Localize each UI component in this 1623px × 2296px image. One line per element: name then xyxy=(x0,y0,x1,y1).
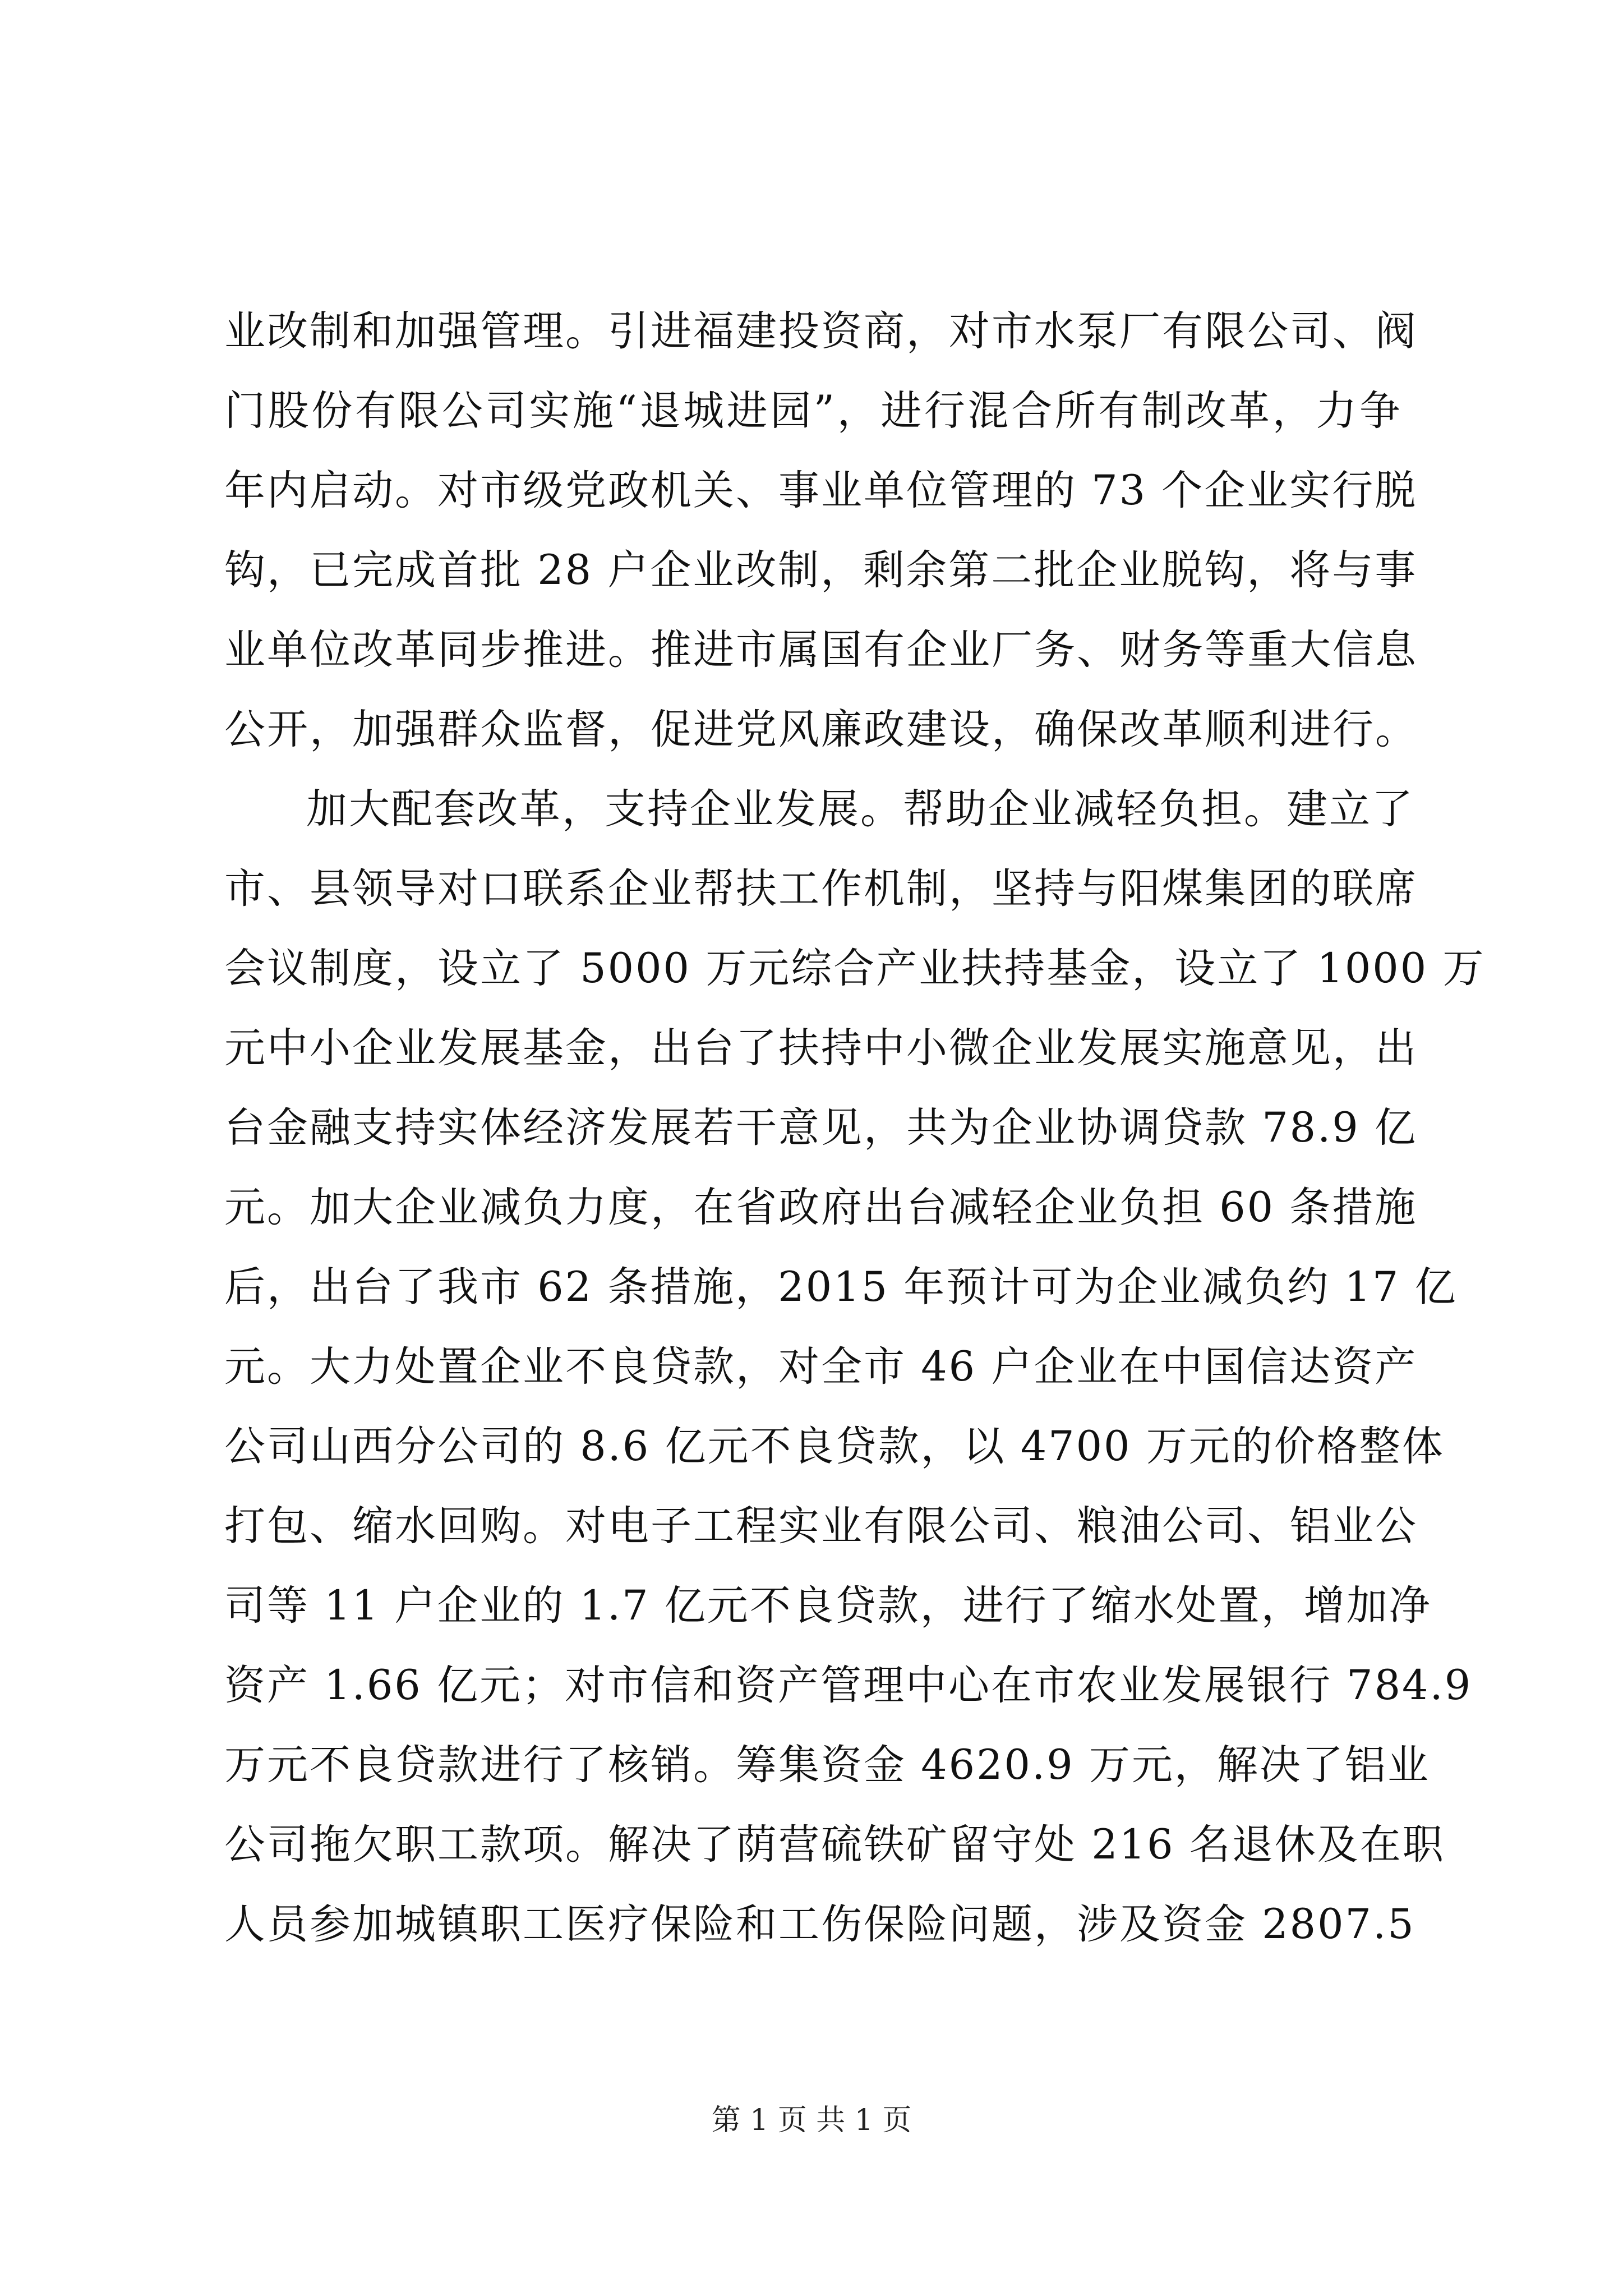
text-line: 业改制和加强管理。引进福建投资商，对市水泵厂有限公司、阀 xyxy=(224,307,1418,355)
text-line: 门股份有限公司实施“退城进园”，进行混合所有制改革，力争 xyxy=(224,387,1402,435)
page-footer: 第 1 页 共 1 页 xyxy=(711,2104,912,2137)
body-text xyxy=(224,292,1486,1964)
text-line: 钩，已完成首批 28 户企业改制，剩余第二批企业脱钩，将与事 xyxy=(224,546,1418,594)
text-line: 元中小企业发展基金，出台了扶持中小微企业发展实施意见，出 xyxy=(224,1024,1418,1072)
text-line: 年内启动。对市级党政机关、事业单位管理的 73 个企业实行脱 xyxy=(224,467,1418,514)
text-line: 业单位改革同步推进。推进市属国有企业厂务、财务等重大信息 xyxy=(224,626,1418,674)
text-line: 公司拖欠职工款项。解决了荫营硫铁矿留守处 216 名退休及在职 xyxy=(224,1821,1445,1869)
text-line: 元。加大企业减负力度，在省政府出台减轻企业负担 60 条措施 xyxy=(224,1184,1418,1231)
text-line: 会议制度，设立了 5000 万元综合产业扶持基金，设立了 1000 万 xyxy=(224,945,1486,992)
text-line: 公开，加强群众监督，促进党风廉政建设，确保改革顺利进行。 xyxy=(224,706,1418,753)
text-line: 打包、缩水回购。对电子工程实业有限公司、粮油公司、铝业公 xyxy=(224,1502,1418,1550)
text-line: 后，出台了我市 62 条措施，2015 年预计可为企业减负约 17 亿 xyxy=(224,1263,1458,1311)
text-line: 人员参加城镇职工医疗保险和工伤保险问题，涉及资金 2807.5 xyxy=(224,1901,1415,1948)
text-line: 市、县领导对口联系企业帮扶工作机制，坚持与阳煤集团的联席 xyxy=(224,865,1418,913)
text-line: 公司山西分公司的 8.6 亿元不良贷款，以 4700 万元的价格整体 xyxy=(224,1423,1445,1470)
text-line: 资产 1.66 亿元；对市信和资产管理中心在市农业发展银行 784.9 xyxy=(224,1662,1473,1709)
text-line: 台金融支持实体经济发展若干意见，共为企业协调贷款 78.9 亿 xyxy=(224,1104,1417,1152)
text-line: 加大配套改革，支持企业发展。帮助企业减轻负担。建立了 xyxy=(306,785,1414,833)
text-line: 元。大力处置企业不良贷款，对全市 46 户企业在中国信达资产 xyxy=(224,1343,1418,1391)
text-line: 万元不良贷款进行了核销。筹集资金 4620.9 万元，解决了铝业 xyxy=(224,1741,1430,1789)
text-line: 司等 11 户企业的 1.7 亿元不良贷款，进行了缩水处置，增加净 xyxy=(224,1582,1432,1630)
